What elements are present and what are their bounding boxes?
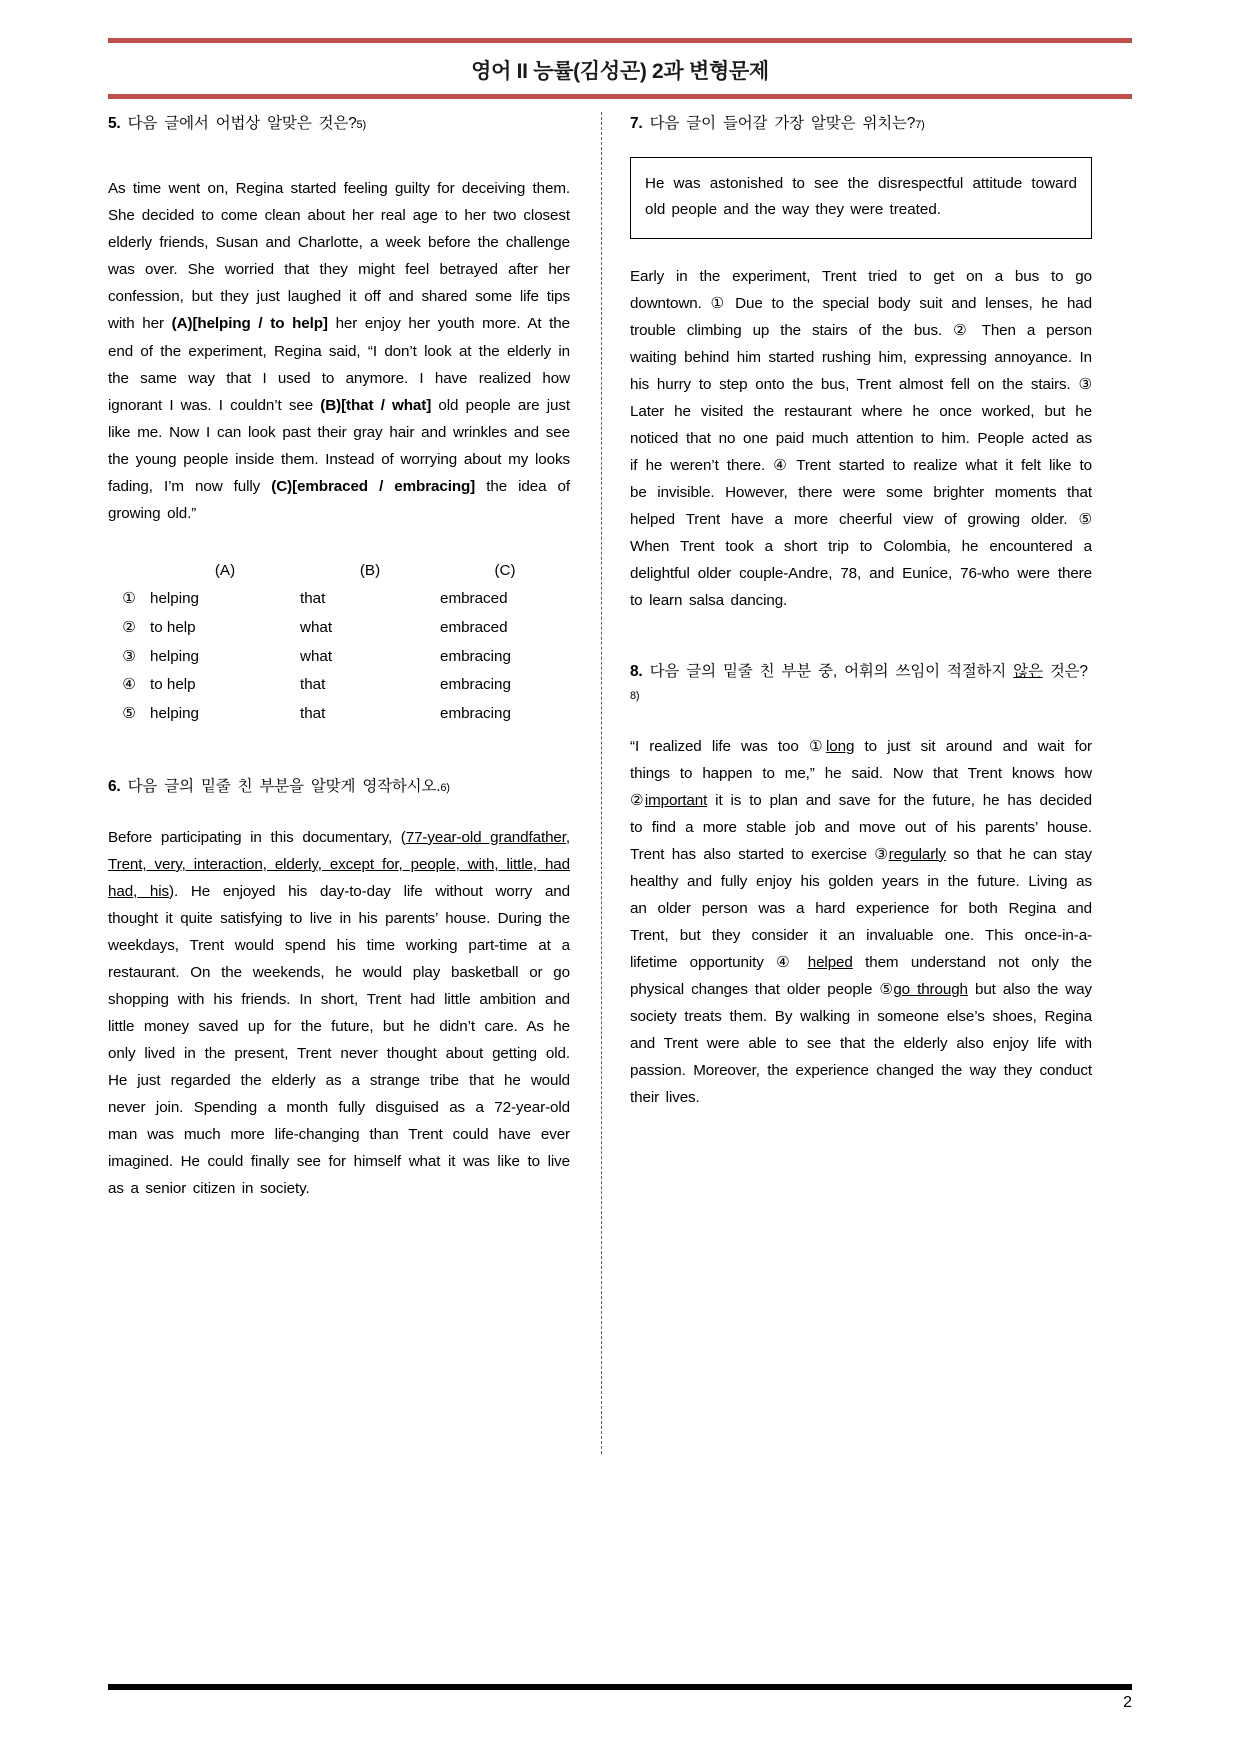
- choice-marker-c: (C)[embraced / embracing]: [271, 477, 476, 495]
- option-a-value: to help: [150, 619, 196, 637]
- insertion-marker-2[interactable]: ②: [953, 321, 971, 339]
- question-6-passage: [108, 824, 570, 1203]
- question-5: [108, 112, 570, 729]
- option-number: ②: [122, 619, 136, 637]
- underlined-word-2[interactable]: important: [644, 791, 708, 809]
- passage-text-part: her enjoy her youth more. At the end of the experiment, Regina said, “I don’t look at the elderly in the same way that I used to anymore. I have realized how ignorant I was. I couldn’t see: [108, 315, 570, 414]
- choice-marker-b: (B)[that / what]: [320, 396, 432, 414]
- option-number: ④: [122, 676, 136, 694]
- choice-marker-4[interactable]: ④: [776, 954, 796, 972]
- insertion-marker-5[interactable]: ⑤: [1078, 510, 1092, 528]
- header-col-a: (A): [214, 561, 236, 579]
- option-a-value: helping: [150, 590, 199, 608]
- page-number: 2: [1123, 1694, 1132, 1711]
- question-7-heading: [630, 112, 1092, 135]
- passage-text-part: the idea of growing old.”: [108, 477, 570, 522]
- insertion-marker-1[interactable]: ①: [710, 294, 727, 312]
- choice-marker-1[interactable]: ①: [808, 737, 827, 755]
- header-col-b: (B): [359, 561, 381, 579]
- question-8-prompt-part1: 다음 글의 밑줄 친 부분 중, 어휘의 쓰임이 적절하지: [649, 663, 1014, 681]
- table-row[interactable]: [108, 671, 570, 700]
- question-7-footnote: 7): [915, 119, 925, 131]
- question-8-heading: [630, 660, 1092, 707]
- question-7-boxed-sentence: He was astonished to see the disrespectful attitude toward old people and the way they were treated.: [630, 157, 1092, 238]
- header-blank: [108, 557, 150, 586]
- underlined-word-4[interactable]: helped: [807, 954, 853, 972]
- option-c-value: embracing: [440, 647, 511, 665]
- question-6-heading: [108, 775, 570, 798]
- question-5-passage: [108, 175, 570, 527]
- scrambled-word-list: 77-year-old grandfather, Trent, very, interaction, elderly, except for, people, with, little, had had, his: [108, 828, 570, 900]
- option-b-value: what: [300, 619, 333, 637]
- table-row[interactable]: [108, 700, 570, 729]
- underlined-word-3[interactable]: regularly: [888, 845, 946, 863]
- question-8-prompt-emphasis: 않은: [1013, 663, 1043, 681]
- option-c-value: embraced: [440, 619, 508, 637]
- question-6-number: 6.: [108, 777, 121, 795]
- page-header: [108, 38, 1132, 99]
- choice-marker-5[interactable]: ⑤: [879, 981, 894, 999]
- passage-text-part: to just sit around and wait for things to happen to me,” he said. Now that Trent knows how: [630, 737, 1093, 782]
- option-b-value: what: [300, 647, 333, 665]
- question-6-footnote: 6): [440, 781, 450, 794]
- question-5-footnote: 5): [356, 119, 366, 131]
- passage-text-part: [795, 954, 807, 971]
- table-row[interactable]: [108, 585, 570, 614]
- passage-text-part: Due to the special body suit and lenses, he had trouble climbing up the stairs of the bus.: [630, 294, 1093, 339]
- right-column: [630, 112, 1092, 1111]
- question-7-prompt: 다음 글이 들어갈 가장 알맞은 위치는?: [649, 115, 916, 132]
- header-rule-bottom: [108, 94, 1132, 99]
- question-6: [108, 775, 570, 1203]
- question-7: [630, 112, 1092, 614]
- passage-text-part: “I realized life was too: [630, 737, 809, 755]
- spacer: [108, 804, 570, 824]
- spacer: [108, 141, 570, 175]
- question-8-passage: [630, 733, 1092, 1112]
- question-8: [630, 660, 1092, 1111]
- option-c-value: embracing: [440, 676, 511, 694]
- underlined-word-1[interactable]: long: [826, 737, 855, 755]
- choice-marker-3[interactable]: ③: [874, 845, 889, 863]
- question-8-footnote: 8): [630, 690, 640, 703]
- question-7-number: 7.: [630, 115, 643, 132]
- question-6-prompt: 다음 글의 밑줄 친 부분을 알맞게 영작하시오.: [127, 777, 441, 795]
- spacer: [630, 713, 1092, 733]
- left-column: [108, 112, 570, 1203]
- question-5-heading: [108, 112, 570, 135]
- table-row[interactable]: [108, 643, 570, 672]
- passage-text-part: When Trent took a short trip to Colombia, he encountered a delightful older couple-Andre, 78, and Eunice, 76-who were there to learn salsa dancing.: [630, 538, 1092, 610]
- spacer: [108, 729, 570, 775]
- choice-marker-a: (A)[helping / to help]: [171, 315, 328, 333]
- insertion-marker-3[interactable]: ③: [1078, 375, 1092, 393]
- underlined-word-5[interactable]: go through: [893, 981, 968, 999]
- passage-text-part: so that he can stay healthy and fully enjoy his golden years in the future. Living as an older person was a hard experience for both Regina and Trent, but they consider it an invaluable one. This once-in-a-lifetime opportunity: [630, 845, 1092, 972]
- passage-text-part: it is to plan and save for the future, he has decided to find a more stable job and move out of his parents’ house. Trent has also started to exercise: [630, 791, 1092, 863]
- table-row[interactable]: [108, 614, 570, 643]
- question-8-prompt-part2: 것은?: [1042, 663, 1088, 681]
- option-number: ⑤: [122, 704, 136, 722]
- question-5-number: 5.: [108, 115, 121, 132]
- passage-text-part: but also the way society treats them. By walking in someone else’s shoes, Regina and Trent were able to see that the elderly also enjoy life with passion. Moreover, the experience changed the way they conduct their lives.: [630, 981, 1092, 1107]
- option-c-value: embraced: [440, 590, 508, 608]
- passage-text-part: As time went on, Regina started feeling guilty for deceiving them. She decided to come clean about her real age to her two closest elderly friends, Susan and Charlotte, a week before the challenge was over. She worried that they might feel betrayed after her confession, but they just laughed it off and shared some life tips with her: [108, 180, 570, 333]
- option-number: ①: [122, 590, 136, 608]
- passage-text-part: Then a person waiting behind him started rushing him, expressing annoyance. In his hurry to step onto the bus, Trent almost fell on the stairs.: [630, 321, 1092, 393]
- passage-text-part: Before participating in this documentary, (: [108, 828, 406, 846]
- option-a-value: helping: [150, 704, 199, 722]
- table-header-row: [108, 557, 570, 586]
- option-number: ③: [122, 647, 136, 665]
- option-b-value: that: [300, 676, 326, 694]
- passage-text-part: them understand not only the physical changes that older people: [630, 954, 1093, 999]
- insertion-marker-4[interactable]: ④: [773, 456, 789, 474]
- page-title: 영어 II 능률(김성곤) 2과 변형문제: [471, 60, 769, 83]
- question-8-number: 8.: [630, 663, 643, 681]
- passage-text-part: Later he visited the restaurant where he once worked, but he noticed that no one paid much attention to him. People acted as if he weren’t there.: [630, 402, 1092, 474]
- option-b-value: that: [300, 704, 326, 722]
- option-b-value: that: [300, 590, 326, 608]
- header-col-c: (C): [494, 561, 516, 579]
- column-divider: [601, 112, 602, 1454]
- question-5-prompt: 다음 글에서 어법상 알맞은 것은?: [127, 115, 357, 132]
- passage-text-part: old people are just like me. Now I can look past their gray hair and wrinkles and see the young people inside them. Instead of worrying about my looks fading, I’m now fully: [108, 396, 570, 495]
- passage-text-part: ). He enjoyed his day-to-day life without worry and thought it quite satisfying to live in his parents’ house. During the weekdays, Trent would spend his time working part-time at a restaurant. On the weekends, he would play basketball or go shopping with his friends. In short, Trent had little ambition and little money saved up for the future, but he didn’t care. As he only lived in the present, Trent never thought about getting old. He just regarded the elderly as a strange tribe that he would never join. Spending a month fully disguised as a 72-year-old man was much more life-changing than Trent could have ever imagined. He could finally see for himself what it was like to live as a senior citizen in society.: [108, 882, 570, 1198]
- footer-rule: [108, 1684, 1132, 1690]
- choice-marker-2[interactable]: ②: [630, 791, 645, 809]
- option-a-value: to help: [150, 676, 196, 694]
- passage-text-part: Early in the experiment, Trent tried to get on a bus to go downtown.: [630, 267, 1092, 312]
- question-5-answer-table: [108, 557, 570, 729]
- spacer: [630, 614, 1092, 660]
- passage-text-part: Trent started to realize what it felt like to be invisible. However, there were some brighter moments that helped Trent have a more cheerful view of growing older.: [630, 456, 1093, 528]
- option-a-value: helping: [150, 647, 199, 665]
- option-c-value: embracing: [440, 704, 511, 722]
- question-7-passage: [630, 263, 1092, 615]
